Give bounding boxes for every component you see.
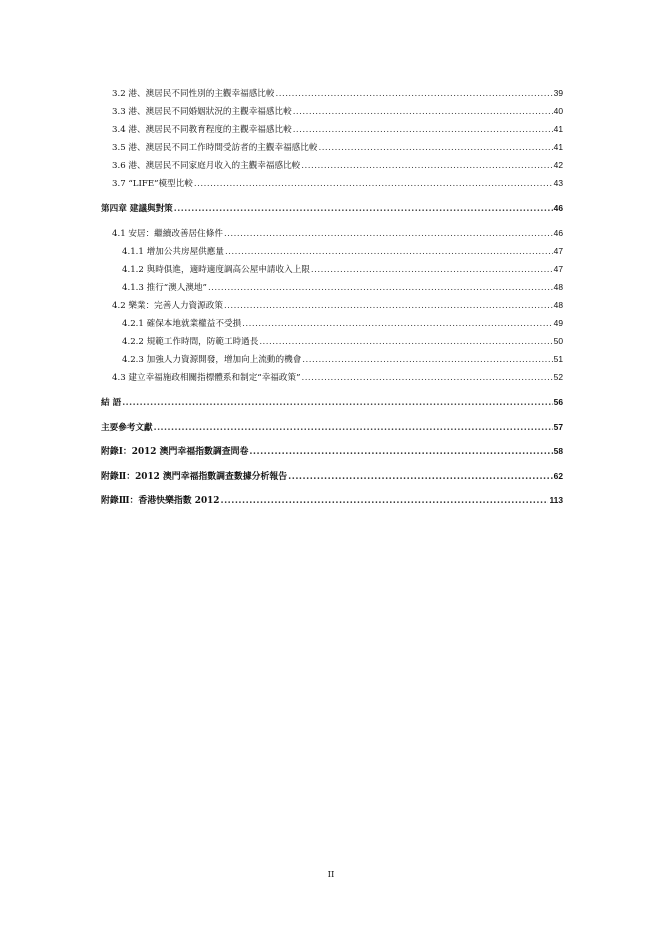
toc-entry-3-2[interactable] <box>112 87 563 100</box>
toc-leader-dots <box>154 422 553 434</box>
toc-entry-title: 附錄Ⅱ：2012 澳門幸福指數調查數據分析報告 <box>101 472 288 482</box>
toc-entry-3-7[interactable] <box>112 177 563 190</box>
toc-entry-page: 47 <box>553 246 563 256</box>
toc-entry-4-2[interactable] <box>112 299 563 312</box>
toc-entry-title: 4.1 安居：繼續改善居住條件 <box>112 229 223 239</box>
toc-leader-dots <box>276 88 553 100</box>
toc-entry-page: 56 <box>553 397 563 407</box>
toc-entry-title: 第四章 建議與對策 <box>101 204 173 214</box>
toc-entry-page: 48 <box>553 282 563 292</box>
toc-entry-page: 48 <box>553 300 563 310</box>
toc-entry-title: 4.2.1 確保本地就業權益不受損 <box>122 319 242 329</box>
toc-entry-page: 39 <box>553 88 563 98</box>
toc-leader-dots <box>311 264 553 276</box>
toc-entry-page: 113 <box>549 495 563 505</box>
toc-appendix-2[interactable] <box>101 470 563 483</box>
toc-conclusion[interactable] <box>101 396 563 409</box>
toc-appendix-1[interactable] <box>101 445 563 458</box>
toc-entry-4-2-1[interactable] <box>122 317 563 330</box>
toc-entry-3-5[interactable] <box>112 141 563 154</box>
toc-entry-title: 4.2 樂業：完善人力資源政策 <box>112 301 223 311</box>
toc-entry-4-1[interactable] <box>112 227 563 240</box>
toc-entry-page: 42 <box>553 160 563 170</box>
toc-leader-dots <box>301 372 552 384</box>
toc-entry-title: 4.1.1 增加公共房屋供應量 <box>122 247 224 257</box>
toc-entry-4-1-2[interactable] <box>122 263 563 276</box>
toc-leader-dots <box>224 228 553 240</box>
toc-leader-dots <box>122 397 552 409</box>
toc-entry-4-1-1[interactable] <box>122 245 563 258</box>
toc-entry-title: 4.2.3 加強人力資源開發，增加向上流動的機會 <box>122 355 302 365</box>
toc-entry-page: 52 <box>553 372 563 382</box>
toc-entry-page: 50 <box>553 336 563 346</box>
toc-entry-title: 4.1.3 推行“澳人澳地” <box>122 283 207 293</box>
toc-entry-title: 附錄Ⅰ：2012 澳門幸福指數調查問卷 <box>101 447 249 457</box>
toc-entry-title: 結 語 <box>101 398 122 408</box>
toc-entry-page: 62 <box>553 471 563 481</box>
toc-entry-page: 58 <box>553 446 563 456</box>
toc-entry-title: 3.6 港、澳居民不同家庭月收入的主觀幸福感比較 <box>112 161 301 171</box>
toc-leader-dots <box>224 300 553 312</box>
toc-entry-title: 4.3 建立幸福施政相關指標體系和制定“幸福政策” <box>112 373 301 383</box>
toc-entry-page: 57 <box>553 422 563 432</box>
toc-entry-title: 主要參考文獻 <box>101 423 153 433</box>
toc-entry-3-6[interactable] <box>112 159 563 172</box>
toc-entry-4-1-3[interactable] <box>122 281 563 294</box>
toc-entry-page: 40 <box>553 106 563 116</box>
toc-entry-page: 46 <box>553 203 563 213</box>
toc-entry-title: 3.2 港、澳居民不同性別的主觀幸福感比較 <box>112 89 275 99</box>
toc-leader-dots <box>301 160 552 172</box>
toc-entry-page: 46 <box>553 228 563 238</box>
toc-entry-title: 3.5 港、澳居民不同工作時間受訪者的主觀幸福感比較 <box>112 143 318 153</box>
toc-entry-title: 4.1.2 與時俱進，適時適度調高公屋申請收入上限 <box>122 265 310 275</box>
toc-entry-page: 49 <box>553 318 563 328</box>
toc-entry-title: 3.3 港、澳居民不同婚姻狀況的主觀幸福感比較 <box>112 107 292 117</box>
toc-entry-page: 41 <box>553 124 563 134</box>
toc-leader-dots <box>302 354 552 366</box>
toc-leader-dots <box>293 124 553 136</box>
page-number: II <box>327 870 335 880</box>
toc-leader-dots <box>293 106 553 118</box>
toc-appendix-3[interactable] <box>101 494 563 507</box>
toc-leader-dots <box>259 336 552 348</box>
toc-entry-page: 41 <box>553 142 563 152</box>
toc-entry-3-3[interactable] <box>112 105 563 118</box>
toc-entry-title: 附錄Ⅲ：香港快樂指數 2012 <box>101 496 220 506</box>
toc-leader-dots <box>242 318 553 330</box>
toc-entry-page: 47 <box>553 264 563 274</box>
toc-entry-title: 4.2.2 規範工作時間，防範工時過長 <box>122 337 259 347</box>
toc-leader-dots <box>220 495 548 507</box>
toc-leader-dots <box>318 142 552 154</box>
toc-entry-4-2-3[interactable] <box>122 353 563 366</box>
toc-entry-4-2-2[interactable] <box>122 335 563 348</box>
toc-leader-dots <box>249 446 552 458</box>
toc-entry-3-4[interactable] <box>112 123 563 136</box>
toc-entry-page: 43 <box>553 178 563 188</box>
toc-entry-title: 3.7 “LIFE”模型比較 <box>112 179 193 189</box>
toc-leader-dots <box>208 282 553 294</box>
toc-leader-dots <box>225 246 553 258</box>
toc-entry-page: 51 <box>553 354 563 364</box>
toc-references[interactable] <box>101 421 563 434</box>
toc-leader-dots <box>174 203 553 215</box>
toc-leader-dots <box>194 178 553 190</box>
toc-entry-title: 3.4 港、澳居民不同教育程度的主觀幸福感比較 <box>112 125 292 135</box>
toc-chapter-4[interactable] <box>101 202 563 215</box>
toc-leader-dots <box>288 471 553 483</box>
toc-entry-4-3[interactable] <box>112 371 563 384</box>
